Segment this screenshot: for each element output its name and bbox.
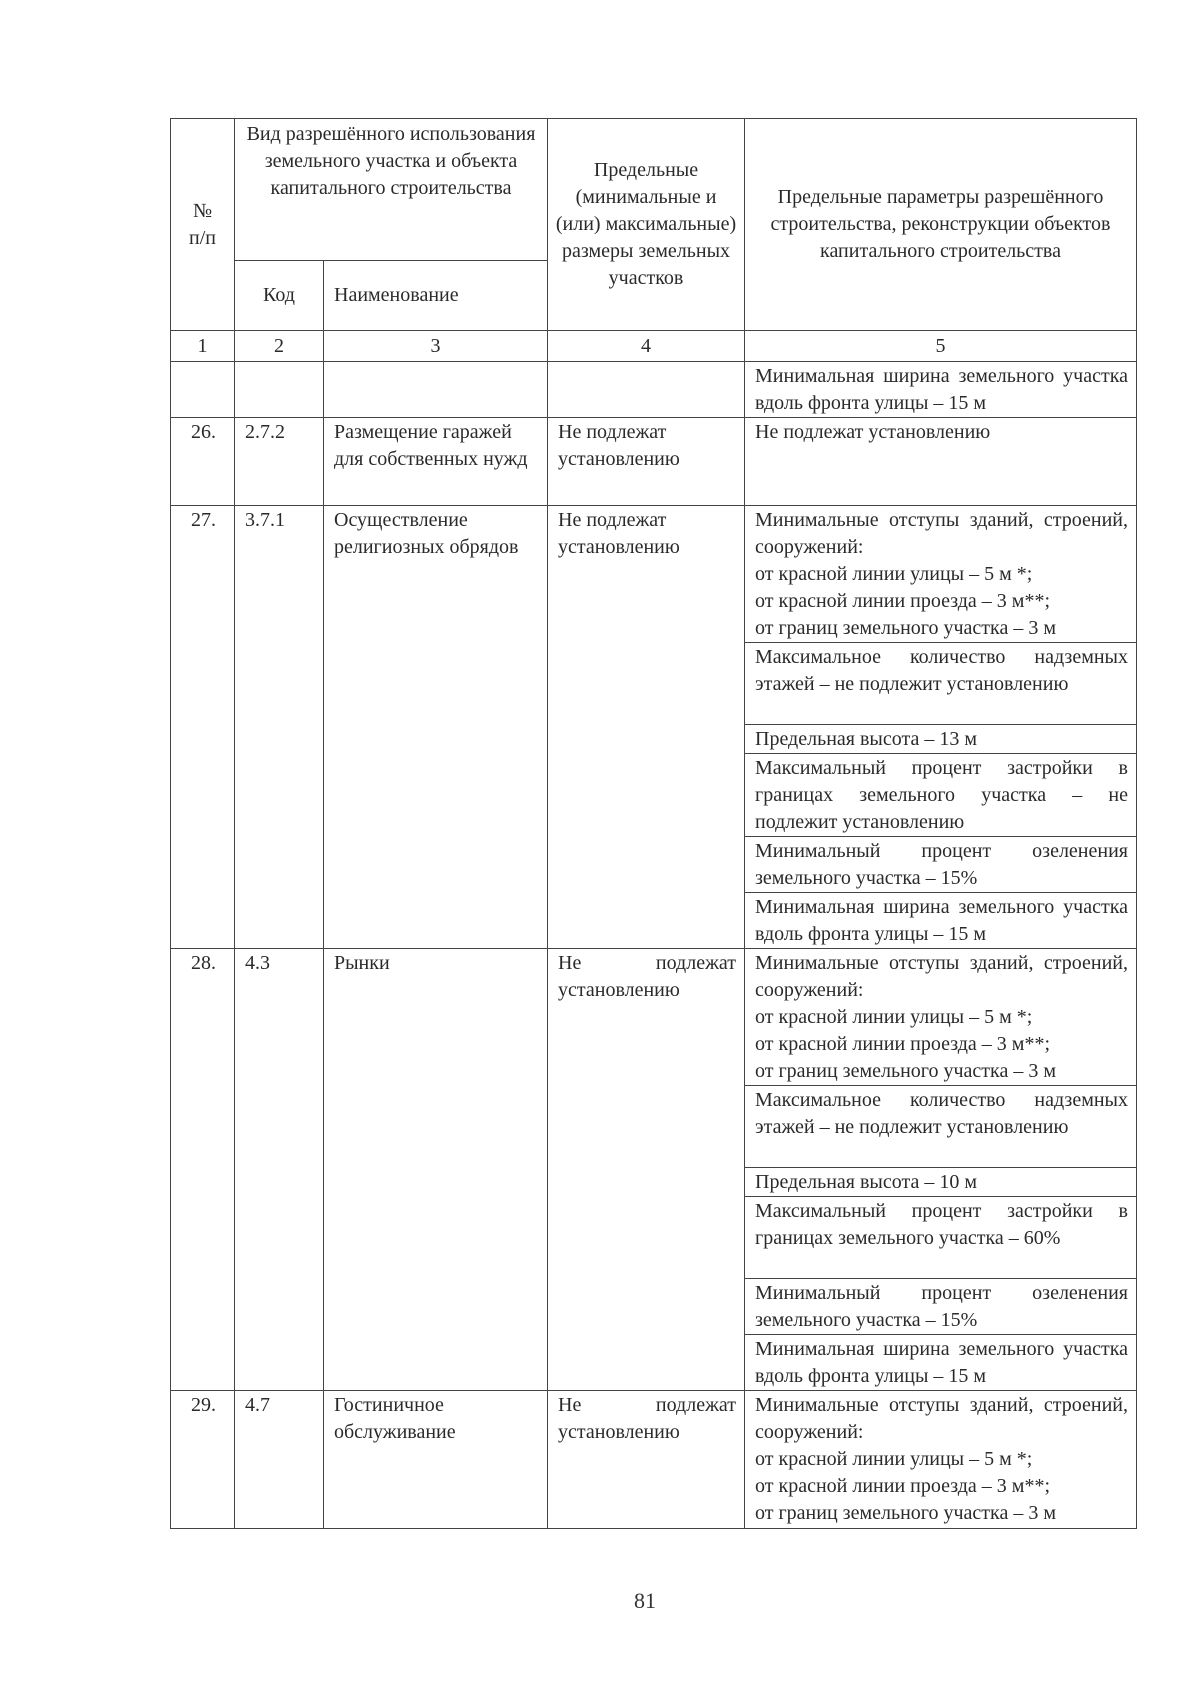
table-row <box>171 418 1137 506</box>
param-cell: Максимальный процент застройки в границах земельного участка – 60% <box>745 1197 1137 1279</box>
page-number: 81 <box>634 1588 656 1613</box>
zoning-parameters-table <box>170 118 1137 1529</box>
row-number: 26. <box>171 418 235 506</box>
row-size: Не подлежат установлению <box>548 506 745 949</box>
row-code: 3.7.1 <box>235 506 324 949</box>
row-size: Не подлежат установлению <box>548 418 745 506</box>
param-cell: Минимальные отступы зданий, строений, сооружений: от красной линии улицы – 5 м *; от красной линии проезда – 3 м**; от границ земельного участка – 3 м <box>745 1391 1137 1529</box>
param-cell: Минимальные отступы зданий, строений, сооружений: от красной линии улицы – 5 м *; от красной линии проезда – 3 м**; от границ земельного участка – 3 м <box>745 506 1137 643</box>
param-cell: Не подлежат установлению <box>745 418 1137 506</box>
header-name: Наименование <box>324 261 548 331</box>
table-row <box>171 506 1137 643</box>
table-row <box>171 949 1137 1086</box>
row-name: Осуществление религиозных обрядов <box>324 506 548 949</box>
empty-cell <box>324 362 548 418</box>
param-cell: Минимальные отступы зданий, строений, сооружений: от красной линии улицы – 5 м *; от красной линии проезда – 3 м**; от границ земельного участка – 3 м <box>745 949 1137 1086</box>
col-number: 4 <box>548 331 745 362</box>
header-permitted-use: Вид разрешённого использования земельного участка и объекта капитального строительства <box>235 119 548 261</box>
empty-cell <box>235 362 324 418</box>
table-row <box>171 1391 1137 1529</box>
row-size: Не подлежат установлению <box>548 1391 745 1529</box>
param-cell: Минимальная ширина земельного участка вдоль фронта улицы – 15 м <box>745 1335 1137 1391</box>
header-row-top <box>171 119 1137 261</box>
row-name: Рынки <box>324 949 548 1391</box>
row-name: Размещение гаражей для собственных нужд <box>324 418 548 506</box>
col-number: 2 <box>235 331 324 362</box>
row-number: 29. <box>171 1391 235 1529</box>
header-plot-sizes: Предельные (минимальные и (или) максимальные) размеры земельных участков <box>548 119 745 331</box>
param-cell: Минимальный процент озеленения земельного участка – 15% <box>745 837 1137 893</box>
row-number: 27. <box>171 506 235 949</box>
header-code: Код <box>235 261 324 331</box>
col-number: 5 <box>745 331 1137 362</box>
param-cell: Минимальная ширина земельного участка вдоль фронта улицы – 15 м <box>745 362 1137 418</box>
param-cell: Минимальный процент озеленения земельного участка – 15% <box>745 1279 1137 1335</box>
param-cell: Минимальная ширина земельного участка вдоль фронта улицы – 15 м <box>745 893 1137 949</box>
empty-cell <box>171 362 235 418</box>
header-construction-params: Предельные параметры разрешённого строительства, реконструкции объектов капитального строительства <box>745 119 1137 331</box>
row-number: 28. <box>171 949 235 1391</box>
param-cell: Максимальное количество надземных этажей – не подлежит установлению <box>745 1086 1137 1168</box>
row-size: Не подлежат установлению <box>548 949 745 1391</box>
param-cell: Максимальный процент застройки в границах земельного участка – не подлежит установлению <box>745 754 1137 837</box>
param-cell: Предельная высота – 10 м <box>745 1168 1137 1197</box>
continuation-row <box>171 362 1137 418</box>
param-cell: Максимальное количество надземных этажей – не подлежит установлению <box>745 643 1137 725</box>
col-number: 3 <box>324 331 548 362</box>
row-code: 4.3 <box>235 949 324 1391</box>
column-numbers-row <box>171 331 1137 362</box>
row-name: Гостиничное обслуживание <box>324 1391 548 1529</box>
param-cell: Предельная высота – 13 м <box>745 725 1137 754</box>
header-num: № п/п <box>171 119 235 331</box>
col-number: 1 <box>171 331 235 362</box>
row-code: 4.7 <box>235 1391 324 1529</box>
empty-cell <box>548 362 745 418</box>
row-code: 2.7.2 <box>235 418 324 506</box>
